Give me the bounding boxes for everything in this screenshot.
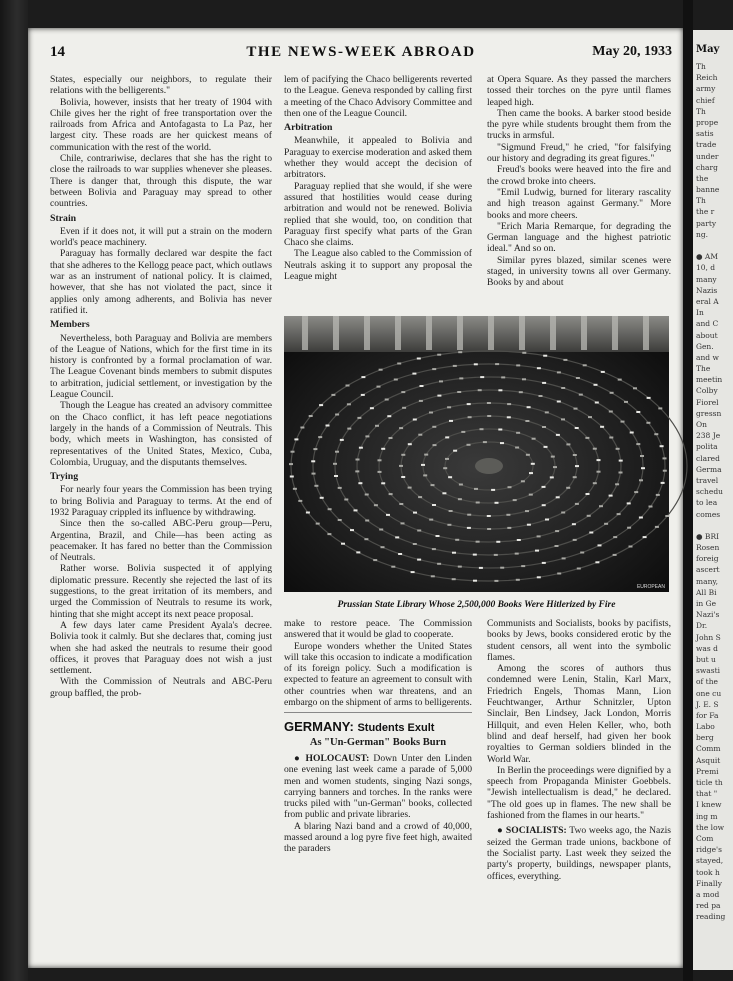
adjacent-page-line: party bbox=[696, 218, 717, 228]
adjacent-page-line: polita bbox=[696, 442, 718, 452]
adjacent-page-line: comes bbox=[696, 509, 721, 519]
adjacent-page-line: In bbox=[696, 308, 704, 318]
adjacent-page-edge bbox=[693, 30, 733, 970]
paragraph: Two weeks ago, the Nazis seized the German trade unions, backbone of the Socialist party. Last week they seized the party's property, buildings, newspaper plants, offices, everything. bbox=[487, 825, 671, 882]
adjacent-page-line: ticle th bbox=[696, 778, 723, 787]
adjacent-page-line: and w bbox=[696, 352, 719, 362]
paragraph: Meanwhile, it appealed to Bolivia and Paraguay to exercise moderation and asked them whether they would accept the decision of arbitrators. bbox=[284, 135, 472, 181]
scanner-edge bbox=[0, 0, 28, 981]
adjacent-page-line: clared bbox=[696, 453, 720, 463]
paragraph: make to restore peace. The Commission answered that it would be glad to cooperate. bbox=[284, 618, 472, 641]
adjacent-page-line: banne bbox=[696, 185, 720, 195]
page-number: 14 bbox=[50, 44, 65, 60]
adjacent-page-line: Th bbox=[696, 106, 706, 116]
adjacent-page-line: travel bbox=[696, 475, 719, 485]
adjacent-page-line: berg bbox=[696, 733, 714, 743]
adjacent-page-line: Asquit bbox=[696, 755, 721, 765]
paragraph: "Emil Ludwig, burned for literary rascality and high treason against Germany." More books and more cheers. bbox=[487, 186, 671, 221]
paragraph: Among the scores of authors thus condemned were Lenin, Stalin, Karl Marx, Friedrich Engels, Thomas Mann, Lion Feuchtwanger, Arthur Schnitzler, Upton Sinclair, Ben Lindsey, Jack London, Morris Hillquit, and even Helen Keller, who, both blind and deaf herself, had given her book royalties to German soldiers blinded in the World War. bbox=[487, 663, 671, 765]
section-heading-arbitration: Arbitration bbox=[284, 122, 333, 134]
paragraph: With the Commission of Neutrals and ABC-Peru group baffled, the prob- bbox=[50, 676, 272, 699]
paragraph: Bolivia, however, insists that her treaty of 1904 with Chile gives her the right of free transportation over the railroads from Africa and Antofagasta to La Paz, her largest city. These roads are her quickest means of communication with the rest of the world. bbox=[50, 96, 272, 153]
adjacent-page-line: charg bbox=[696, 162, 718, 172]
paragraph: For nearly four years the Commission has been trying to bring Bolivia and Paraguay to terms. At the end of 1932 Paraguay crippled its influence by withdrawing. bbox=[50, 484, 272, 518]
paragraph: "Sigmund Freud," he cried, "for falsifying our history and degrading its great figures." bbox=[487, 141, 671, 165]
paragraph: Paraguay replied that she would, if she were assured that hostilities would cease during arbitration and would not be renewed. Bolivia replied that she would, too, on condition that Paraguay first specify what parts of the Gran Chaco she claims. bbox=[284, 180, 472, 249]
adjacent-page-line: ridge's bbox=[696, 845, 722, 855]
paragraph: Down Unter den Linden one evening last week came a parade of 5,000 men and women students, singing Nazi songs, carrying banners and torches. In the ranks were trucks piled with "un-German" books, collected from public and private libraries. bbox=[284, 752, 472, 821]
adjacent-page-line: Premi bbox=[696, 766, 719, 776]
adjacent-page-line: ● BRI bbox=[696, 531, 720, 541]
adjacent-page-line: about bbox=[696, 330, 718, 340]
adjacent-page-line: and C bbox=[696, 319, 719, 329]
headline-rest: Students Exult bbox=[357, 722, 435, 735]
adjacent-page-line: All Bi bbox=[696, 587, 717, 597]
adjacent-page-line bbox=[693, 240, 733, 251]
page-header bbox=[50, 44, 672, 66]
adjacent-page-line: the low bbox=[696, 822, 725, 832]
adjacent-page-line: chief bbox=[696, 95, 715, 105]
adjacent-page-line: J. E. S bbox=[696, 699, 719, 709]
adjacent-page-line: 238 Je bbox=[696, 431, 721, 441]
adjacent-page-line: Gen. bbox=[696, 341, 714, 351]
headline-germany: GERMANY: bbox=[284, 719, 354, 735]
adjacent-page-line: many bbox=[696, 274, 717, 284]
page-gutter bbox=[683, 0, 693, 981]
paragraph: Similar pyres blazed, similar scenes were staged, in university towns all over Germany. Books by and about bbox=[487, 254, 671, 289]
masthead: THE NEWS-WEEK ABROAD bbox=[246, 44, 476, 60]
adjacent-page-line: satis bbox=[696, 129, 714, 139]
adjacent-page-line: Com bbox=[696, 833, 714, 843]
adjacent-page-line: Comm bbox=[696, 744, 721, 754]
paragraph: A blaring Nazi band and a crowd of 40,000, massed around a log pyre five feet high, awaited the paraders bbox=[284, 820, 472, 855]
adjacent-page-line: the r bbox=[696, 207, 715, 217]
adjacent-page-line: under bbox=[696, 151, 719, 161]
adjacent-page-line: of the bbox=[696, 677, 718, 687]
adjacent-page-line: that " bbox=[696, 789, 718, 799]
adjacent-page-line: ing m bbox=[696, 811, 718, 821]
adjacent-page-line: I knew bbox=[696, 800, 722, 810]
section-heading-members: Members bbox=[50, 319, 90, 331]
photo-credit: EUROPEAN bbox=[636, 584, 665, 590]
paragraph: Chile, contrariwise, declares that she has the right to close the railroads to war supplies whenever she pleases. There is danger that, through this dispute, the war between Bolivia and Paraguay may spread to other countries. bbox=[50, 153, 272, 210]
adjacent-page-line: Fiorel bbox=[696, 397, 719, 407]
library-reading-room-image bbox=[284, 316, 669, 592]
adjacent-page-line: one cu bbox=[696, 688, 722, 698]
adjacent-page-line: ● AM bbox=[696, 252, 719, 262]
adjacent-page-line: red pa bbox=[696, 901, 721, 911]
adjacent-page-line: Germa bbox=[696, 464, 722, 474]
adjacent-page-line: meetin bbox=[696, 375, 723, 385]
adjacent-page-line: a mod bbox=[696, 889, 720, 899]
adjacent-page-line: Reich bbox=[696, 73, 718, 83]
column-3-top bbox=[487, 74, 671, 289]
paragraph: Nevertheless, both Paraguay and Bolivia are members of the League of Nations, which for the first time in its history is confronted by a formal proclamation of war. The League Covenant binds members to submit disputes to arbitration, judicial settlement, or investigation by the League Council. bbox=[50, 332, 272, 401]
adjacent-page-text bbox=[693, 61, 733, 922]
adjacent-page-line: Nazis bbox=[696, 285, 718, 295]
adjacent-page-line: for Fa bbox=[696, 710, 719, 720]
paragraph: In Berlin the proceedings were dignified by a speech from Propaganda Minister Goebbels. "Jewish intellectualism is dead," he declared. "The old goes up in flames. The new shall be fashioned from the flames in our hearts." bbox=[487, 764, 671, 822]
adjacent-page-line: trade bbox=[696, 140, 717, 150]
paragraph: States, especially our neighbors, to regulate their relations with the belligerents." bbox=[50, 74, 272, 97]
adjacent-page-line bbox=[693, 520, 733, 531]
column-1 bbox=[50, 74, 272, 699]
adjacent-page-line: Nazi's bbox=[696, 610, 720, 620]
column-3-bottom bbox=[487, 618, 671, 882]
paragraph: Paraguay has formally declared war despite the fact that she adheres to the Kellogg peace pact, which outlaws war as an instrument of national policy. It is claimed, however, that she has not violated the pact, since it applies only among adherents, and Bolivia has never ratified it. bbox=[50, 248, 272, 316]
adjacent-page-line: army bbox=[696, 84, 716, 94]
adjacent-page-line: swasti bbox=[696, 666, 721, 676]
adjacent-page-line: was d bbox=[696, 643, 718, 653]
adjacent-page-line: Dr. bbox=[696, 621, 708, 631]
adjacent-page-line: ng. bbox=[696, 229, 709, 239]
adjacent-page-line: Th bbox=[696, 62, 706, 71]
adjacent-page-line: John S bbox=[696, 632, 721, 642]
library-photo bbox=[284, 316, 669, 592]
adjacent-page-line: ascert bbox=[696, 565, 720, 575]
adjacent-page-line: but u bbox=[696, 654, 716, 664]
adjacent-page-line: to lea bbox=[696, 498, 718, 508]
photo-caption: Prussian State Library Whose 2,500,000 Books Were Hitlerized by Fire bbox=[337, 600, 616, 610]
paragraph: at Opera Square. As they passed the marchers tossed their torches on the pyre until flames leaped high. bbox=[487, 74, 671, 108]
paragraph: lem of pacifying the Chaco belligerents reverted to the League. Geneva responded by calling first a meeting of the Chaco Advisory Committee and then one of the League Council. bbox=[284, 74, 472, 119]
adjacent-page-line: Labo bbox=[696, 722, 715, 732]
issue-date: May 20, 1933 bbox=[592, 44, 672, 59]
adjacent-page-line: took h bbox=[696, 867, 720, 877]
lead-socialists: ● SOCIALISTS: bbox=[497, 825, 567, 837]
paragraph: The League also cabled to the Commission of Neutrals asking it to support any proposal the League might bbox=[284, 248, 472, 283]
column-2-bottom bbox=[284, 618, 472, 855]
adjacent-page-line: Th bbox=[696, 196, 706, 206]
adjacent-page-line: Finally bbox=[696, 878, 722, 888]
paragraph: Freud's books were heaved into the fire and the crowd broke into cheers. bbox=[487, 164, 671, 187]
adjacent-page-line: in Ge bbox=[696, 599, 717, 608]
adjacent-page-line: schedu bbox=[696, 487, 723, 497]
section-heading-strain: Strain bbox=[50, 212, 77, 224]
article-subheadline: As "Un-German" Books Burn bbox=[309, 736, 447, 748]
article-headline bbox=[284, 721, 472, 734]
paragraph: Though the League has created an advisory committee on the Chaco conflict, it has left peace negotiations largely in the hands of a Commission of Neutrals. This body, which meets in Washington, has consisted of representatives of the United States, Mexico, Cuba, Colombia, Uruguay, and the disputants themselves. bbox=[50, 400, 272, 468]
adjacent-page-line: gressn bbox=[696, 408, 722, 418]
adjacent-page-line: reading bbox=[696, 912, 726, 922]
adjacent-page-line: foreig bbox=[696, 554, 719, 564]
column-2-top bbox=[284, 74, 472, 282]
paragraph: "Erich Maria Remarque, for degrading the German language and the highest patriotic ideal." And so on. bbox=[487, 220, 671, 255]
adjacent-page-line: Rosen bbox=[696, 543, 720, 553]
adjacent-page-line: eral A bbox=[696, 296, 719, 306]
adjacent-page-line: The bbox=[696, 364, 711, 374]
paragraph: Since then the so-called ABC-Peru group—Peru, Argentina, Brazil, and Chile—has been acting as peacemaker. It has fared no better than the Commission of Neutrals. bbox=[50, 518, 272, 564]
adjacent-page-line: the bbox=[696, 173, 709, 183]
paragraph: Rather worse. Bolivia suspected it of applying diplomatic pressure. Recently she rejected the last of its suggestions, to the great irritation of its members, and urged the Commission of Neutrals to resume its work, hinting that she might accept its next peace proposal. bbox=[50, 563, 272, 620]
section-heading-trying: Trying bbox=[50, 471, 79, 483]
adjacent-page-line: prope bbox=[696, 117, 719, 127]
paragraph: Europe wonders whether the United States will take this occasion to indicate a modification of its foreign policy. Such a modification is expected to feature an agreement to consult with other countries when war threatens, and an embargo on the shipment of arms to belligerents. bbox=[284, 640, 472, 709]
adjacent-page-header: May bbox=[696, 44, 720, 55]
adjacent-page-line: stayed, bbox=[696, 856, 724, 866]
paragraph: Communists and Socialists, books by pacifists, books by Jews, books considered erotic by the student censors, all went into the symbolic flames. bbox=[487, 618, 671, 663]
adjacent-page-line: many, bbox=[696, 576, 719, 586]
paragraph: A few days later came President Ayala's decree. Bolivia took it calmly. But she declares that, coming just when she had asked the neutrals to resume their good offices, it proves that Paraguay does not wish a just settlement. bbox=[50, 619, 272, 677]
adjacent-page-line: Colby bbox=[696, 386, 718, 396]
paragraph: Even if it does not, it will put a strain on the modern world's peace machinery. bbox=[50, 225, 272, 249]
paragraph: Then came the books. A barker stood beside the pyre while students brought them from the trucks in armsful. bbox=[487, 107, 671, 142]
divider bbox=[284, 712, 472, 713]
adjacent-page-line: On bbox=[696, 420, 707, 429]
adjacent-page-line: 10, d bbox=[696, 263, 716, 273]
lead-holocaust: ● HOLOCAUST: bbox=[294, 752, 370, 764]
